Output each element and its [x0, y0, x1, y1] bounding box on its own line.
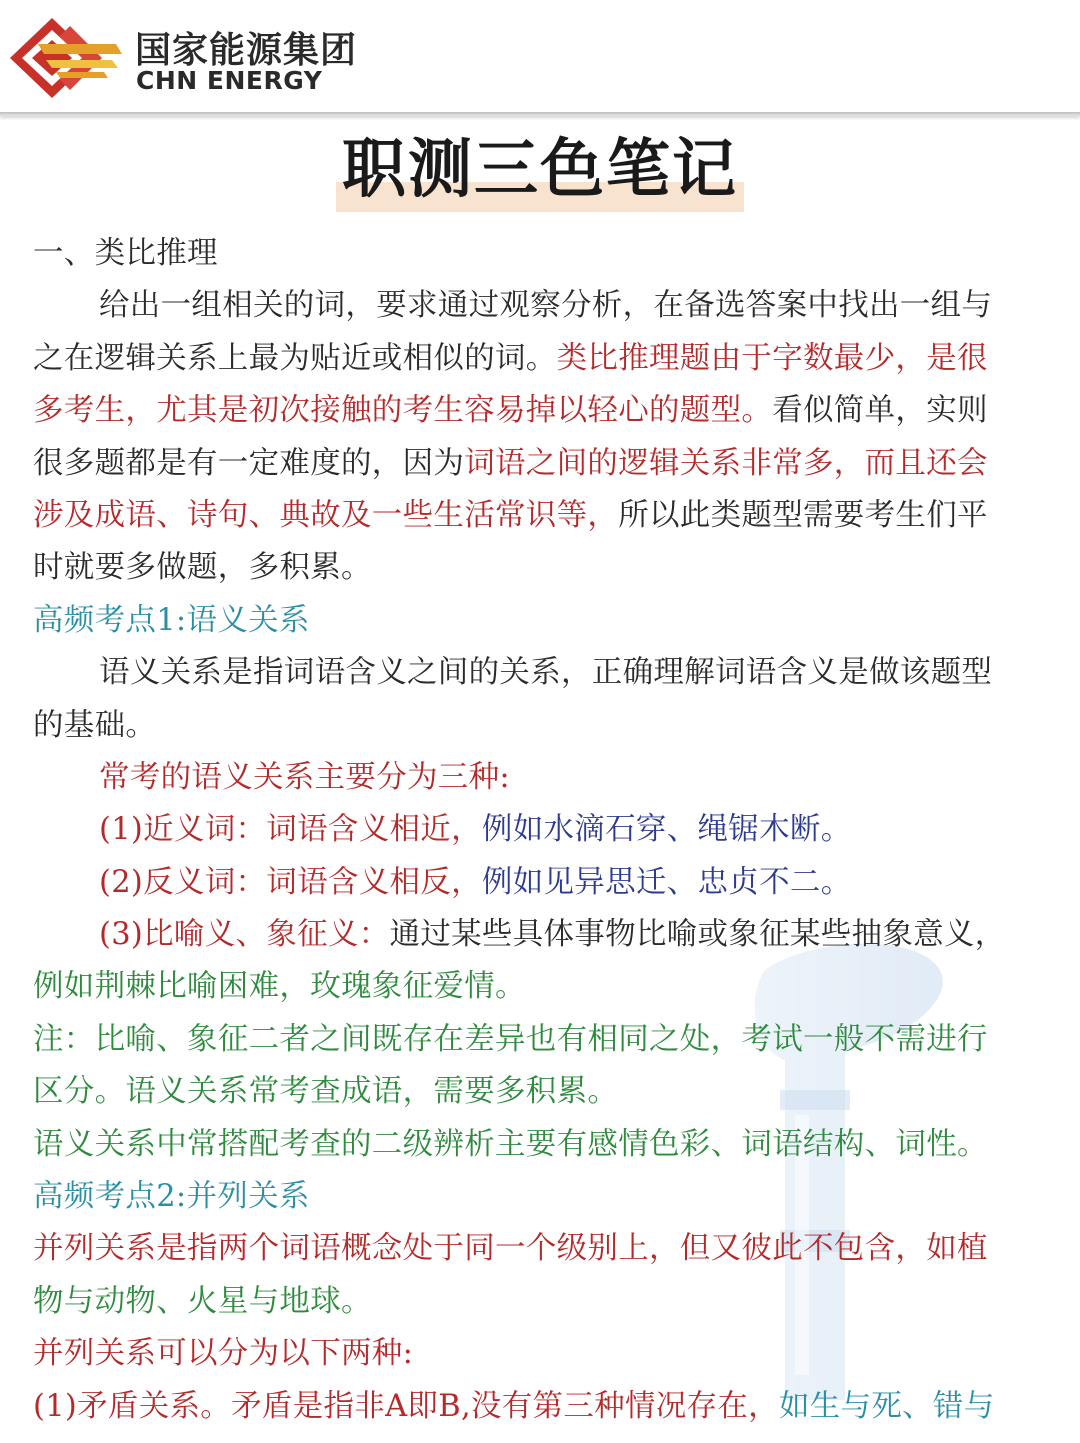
text-segment: 语义关系中常搭配考查的二级辨析主要有感情色彩、词语结构、词性。	[33, 1126, 988, 1162]
text-segment: (1)近义词：词语含义相近，	[99, 812, 482, 848]
text-segment: 高频考点2:并列关系	[33, 1179, 310, 1215]
text-segment: 并列关系是指两个词语概念处于同一个级别上，但又彼此不包含，如植	[33, 1231, 988, 1267]
text-line	[33, 961, 1033, 1013]
text-line	[33, 490, 1033, 542]
text-line	[33, 647, 1033, 699]
text-segment: 看似简单，实则	[772, 393, 988, 429]
text-segment: 如生与死、错与	[778, 1388, 995, 1424]
text-line	[33, 333, 1033, 385]
page-title-text: 职测三色笔记	[342, 132, 738, 207]
text-segment: 物与动物、火星与地球。	[33, 1283, 372, 1319]
text-line	[33, 1066, 1033, 1118]
text-segment: 通过某些具体事物比喻或象征某些抽象意义，	[389, 917, 1006, 953]
text-segment: 例如水滴石穿、绳锯木断。	[481, 812, 852, 848]
text-segment: 区分。语义关系常考查成语，需要多积累。	[33, 1074, 619, 1110]
text-line	[33, 1223, 1033, 1275]
chn-energy-logo-icon	[8, 14, 124, 102]
text-segment: 之在逻辑关系上最为贴近或相似的词。	[33, 340, 557, 376]
text-line	[33, 1276, 1033, 1328]
page-title	[336, 130, 744, 210]
text-segment: 所以此类题型需要考生们平	[618, 497, 988, 533]
text-segment: 高频考点1:语义关系	[33, 602, 310, 638]
text-line	[33, 804, 1033, 856]
text-line	[33, 228, 1033, 280]
text-segment: 常考的语义关系主要分为三种:	[99, 759, 510, 795]
text-segment: 时就要多做题，多积累。	[33, 550, 372, 586]
text-segment: 多考生，尤其是初次接触的考生容易掉以轻心的题型。	[33, 393, 773, 429]
text-line	[33, 700, 1033, 752]
text-line	[33, 1328, 1033, 1380]
text-segment: 语义关系是指词语含义之间的关系，正确理解词语含义是做该题型	[99, 655, 993, 691]
text-line	[33, 385, 1033, 437]
text-line	[33, 909, 1033, 961]
text-segment: 词语之间的逻辑关系非常多，而且还会	[464, 445, 988, 481]
logo-chinese-name: 国家能源集团	[135, 30, 358, 71]
text-segment: 并列关系可以分为以下两种:	[33, 1336, 414, 1372]
text-segment: 例如见异思迁、忠贞不二。	[481, 864, 852, 900]
text-line	[33, 595, 1033, 647]
logo-english-name: CHN ENERGY	[136, 66, 323, 95]
text-segment: 涉及成语、诗句、典故及一些生活常识等，	[33, 497, 619, 533]
text-segment: 给出一组相关的词，要求通过观察分析，在备选答案中找出一组与	[99, 288, 993, 324]
text-line	[33, 1381, 1033, 1433]
text-line	[33, 542, 1033, 594]
text-segment: 例如荆棘比喻困难，玫瑰象征爱情。	[33, 969, 526, 1005]
text-line	[33, 752, 1033, 804]
note-body	[33, 228, 1033, 1433]
text-line	[33, 857, 1033, 909]
text-segment: (1)矛盾关系。矛盾是指非A即B,没有第三种情况存在，	[33, 1388, 779, 1424]
text-segment: 很多题都是有一定难度的，因为	[33, 445, 465, 481]
header	[0, 0, 1080, 112]
text-segment: (2)反义词：词语含义相反，	[99, 864, 482, 900]
text-line	[33, 1014, 1033, 1066]
text-segment: 的基础。	[33, 707, 157, 743]
text-segment: 类比推理题由于字数最少，是很	[556, 340, 988, 376]
text-segment: 一、类比推理	[33, 236, 218, 271]
header-divider	[0, 112, 1080, 116]
text-segment: 注：比喻、象征二者之间既存在差异也有相同之处，考试一般不需进行	[33, 1021, 988, 1057]
title-area	[0, 130, 1080, 210]
text-segment: (3)比喻义、象征义：	[99, 917, 390, 953]
text-line	[33, 1171, 1033, 1223]
text-line	[33, 280, 1033, 332]
text-line	[33, 438, 1033, 490]
text-line	[33, 1119, 1033, 1171]
